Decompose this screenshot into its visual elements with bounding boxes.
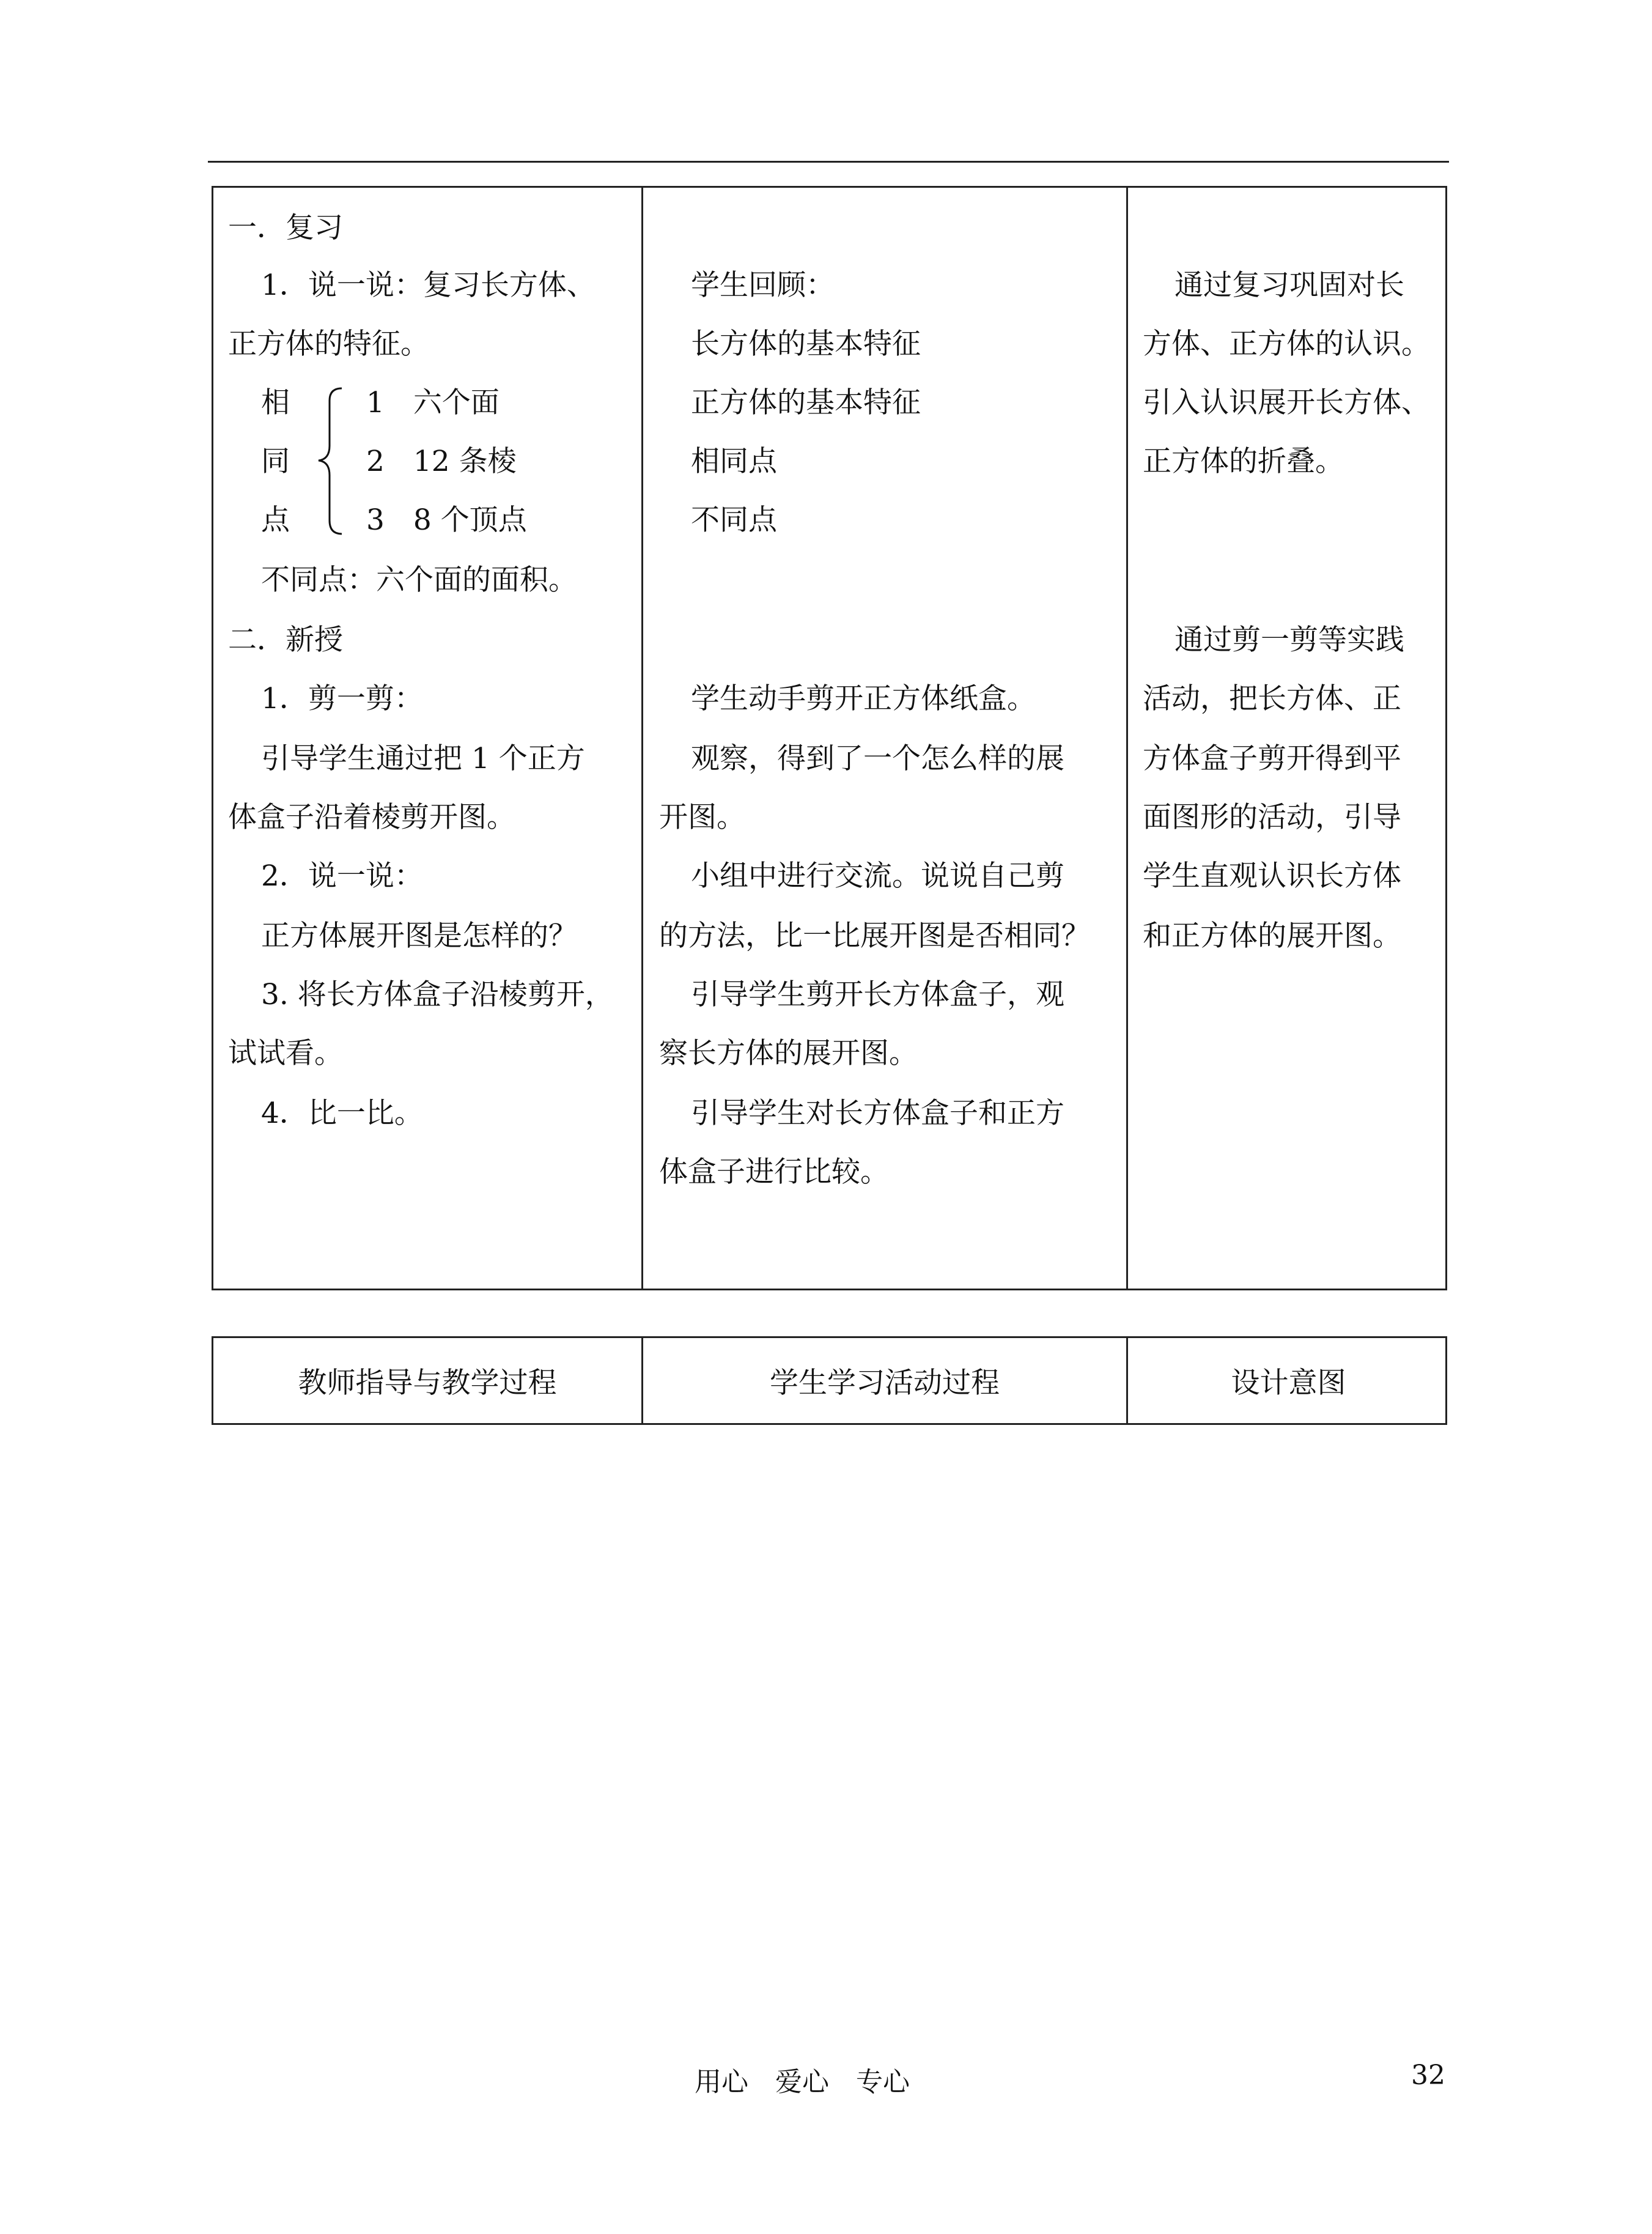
student-line: 引导学生对长方体盒子和正方 xyxy=(691,1097,1064,1130)
teacher-line: 体盒子沿着棱剪开图。 xyxy=(228,801,515,834)
student-line: 察长方体的展开图。 xyxy=(659,1037,918,1070)
intent-line: 通过复习巩固对长 xyxy=(1174,268,1404,302)
intent-line: 方体、正方体的认识。 xyxy=(1143,327,1430,361)
same-point-item: 1 六个面 xyxy=(366,386,500,420)
intent-line: 通过剪一剪等实践 xyxy=(1174,623,1404,657)
teacher-line: 1．剪一剪： xyxy=(261,682,423,716)
same-label-char: 同 xyxy=(261,445,290,478)
student-line: 引导学生剪开长方体盒子，观 xyxy=(691,978,1064,1012)
header-intent: 设计意图 xyxy=(1231,1366,1346,1400)
section-new-heading: 二．新授 xyxy=(228,623,343,657)
teacher-line: 1．说一说：复习长方体、 xyxy=(261,268,596,302)
header-rule xyxy=(208,161,1449,163)
column-header-table xyxy=(212,1336,1447,1425)
intent-line: 活动，把长方体、正 xyxy=(1143,682,1401,716)
student-line: 相同点 xyxy=(691,445,777,478)
teacher-line: 4．比一比。 xyxy=(261,1097,423,1130)
intent-line: 学生直观认识长方体 xyxy=(1143,859,1401,893)
intent-line: 正方体的折叠。 xyxy=(1143,445,1344,478)
student-column xyxy=(643,188,1126,1289)
teacher-line: 试试看。 xyxy=(228,1037,343,1070)
header-student: 学生学习活动过程 xyxy=(770,1366,1000,1400)
student-line: 观察，得到了一个怎么样的展 xyxy=(691,742,1064,775)
header-teacher: 教师指导与教学过程 xyxy=(298,1366,557,1400)
intent-line: 方体盒子剪开得到平 xyxy=(1143,742,1401,775)
teacher-line: 正方体的特征。 xyxy=(228,327,429,361)
teacher-column xyxy=(213,188,641,1289)
student-line: 正方体的基本特征 xyxy=(691,386,921,420)
teacher-line: 不同点：六个面的面积。 xyxy=(261,563,577,597)
student-line: 体盒子进行比较。 xyxy=(659,1155,889,1189)
student-line: 学生回顾： xyxy=(691,268,835,302)
same-label-char: 点 xyxy=(261,503,290,537)
same-label-char: 相 xyxy=(261,386,290,420)
section-review-heading: 一．复习 xyxy=(228,211,343,245)
lesson-table xyxy=(212,186,1447,1290)
teacher-line: 3. 将长方体盒子沿棱剪开， xyxy=(261,978,614,1012)
intent-line: 引入认识展开长方体、 xyxy=(1143,386,1430,420)
teacher-line: 正方体展开图是怎样的？ xyxy=(261,919,577,953)
footer-motto: 用心 爱心 专心 xyxy=(695,2066,910,2098)
teacher-line: 2．说一说： xyxy=(261,859,423,893)
intent-line: 和正方体的展开图。 xyxy=(1143,919,1401,953)
student-line: 不同点 xyxy=(691,503,777,537)
teacher-line: 引导学生通过把 1 个正方 xyxy=(261,742,585,775)
page-number: 32 xyxy=(1411,2060,1445,2091)
same-point-item: 3 8 个顶点 xyxy=(366,503,527,537)
intent-column xyxy=(1128,188,1449,1289)
student-line: 开图。 xyxy=(659,801,745,834)
student-line: 的方法，比一比展开图是否相同？ xyxy=(659,919,1090,953)
student-line: 学生动手剪开正方体纸盒。 xyxy=(691,682,1036,716)
same-point-item: 2 12 条棱 xyxy=(366,445,517,478)
curly-brace-icon xyxy=(316,385,347,538)
student-line: 长方体的基本特征 xyxy=(691,327,921,361)
intent-line: 面图形的活动，引导 xyxy=(1143,801,1401,834)
student-line: 小组中进行交流。说说自己剪 xyxy=(691,859,1064,893)
